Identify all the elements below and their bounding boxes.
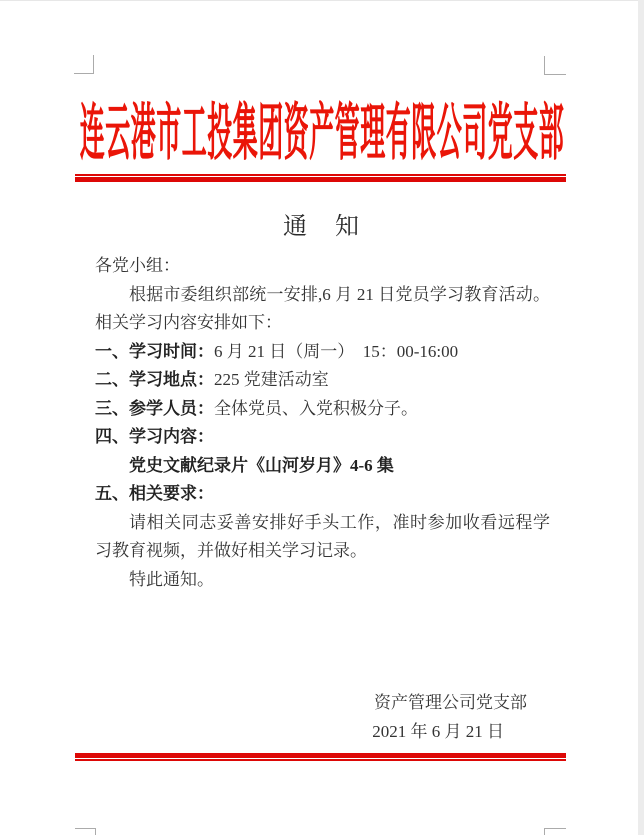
footer-rule [75,753,566,761]
intro-paragraph: 根据市委组织部统一安排,6 月 21 日党员学习教育活动。相关学习内容安排如下： [95,284,550,332]
salutation: 各党小组： [95,256,180,275]
requirement-paragraph: 请相关同志妥善安排好手头工作，准时参加收看远程学习教育视频，并做好相关学习记录。 [95,512,550,560]
item-label: 一、学习时间： [95,341,214,361]
item-row [95,395,550,424]
letterhead-rule-thick [75,177,566,182]
item-label: 四、学习内容： [95,427,214,446]
footer-rule-thin [75,759,566,761]
letterhead [0,95,644,169]
signature-date: 2021 年 6 月 21 日 [372,722,504,741]
crop-mark-top-right [544,56,566,75]
item-value: 6 月 21 日（周一） 15：00-16:00 [214,341,459,361]
item-label: 三、参学人员： [95,398,214,418]
item-label: 五、相关要求： [95,484,214,503]
item-label: 二、学习地点： [95,370,214,389]
page-edge-top [0,0,644,1]
item-value: 225 党建活动室 [214,370,329,389]
crop-mark-bottom-left [75,828,96,835]
notice-body [95,252,550,594]
item-row [95,480,550,509]
signature-block [95,688,550,746]
notice-title: 通 知 [283,214,361,240]
signature-name: 资产管理公司党支部 [374,693,527,712]
letterhead-rule [75,174,566,182]
item-row [95,366,550,395]
crop-mark-top-left [74,55,94,74]
letterhead-title: 连云港市工投集团资产管理有限公司党支部 [79,99,565,169]
item-row [95,423,550,452]
crop-mark-bottom-right [544,828,566,835]
study-content-line: 党史文献纪录片《山河岁月》4-6 集 [129,455,394,475]
item-value: 全体党员、入党积极分子。 [214,398,418,418]
closing-line: 特此通知。 [129,569,214,589]
item-row [95,338,550,367]
